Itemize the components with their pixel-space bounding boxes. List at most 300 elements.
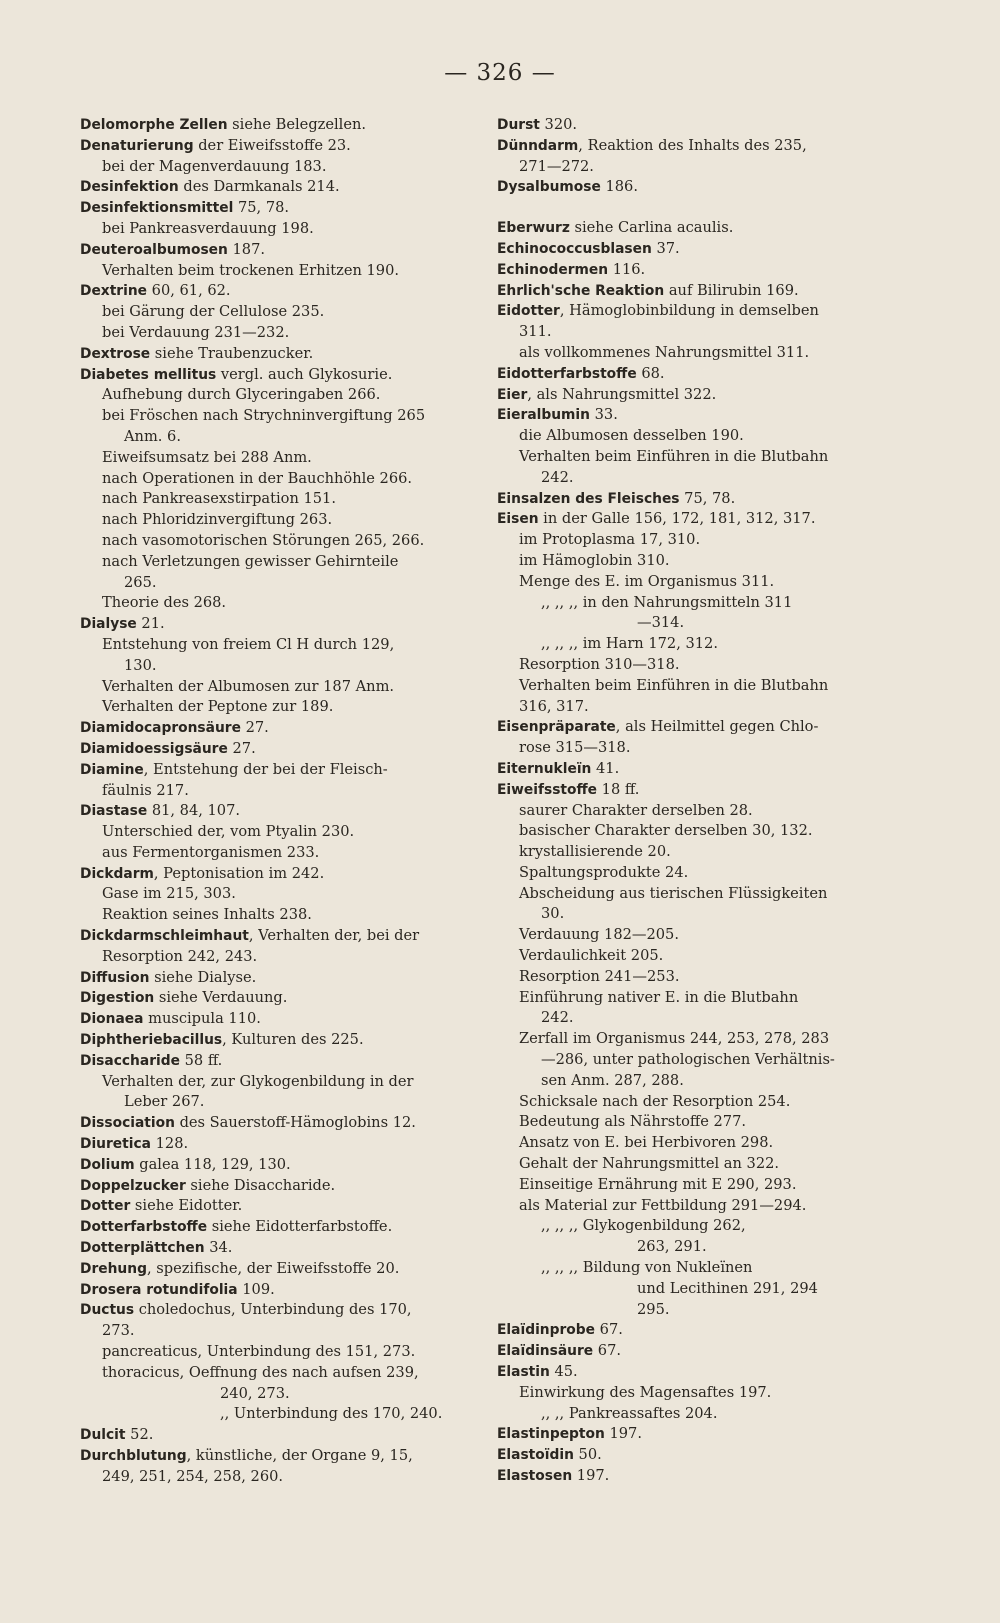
index-subentry	[497, 655, 902, 676]
index-entry	[80, 760, 480, 781]
index-text: 21.	[136, 615, 165, 633]
index-text: der Eiweifsstoffe 23.	[193, 136, 351, 154]
index-keyword: Dolium	[80, 1156, 135, 1173]
index-text: Gehalt der Nahrungsmittel an 322.	[519, 1155, 780, 1173]
index-keyword: Diphtheriebacillus	[80, 1032, 223, 1049]
index-text: 68.	[636, 364, 665, 382]
index-entry	[80, 115, 480, 136]
index-subentry	[80, 656, 480, 677]
index-entry	[80, 739, 480, 760]
index-text: Einseitige Ernährung mit E 290, 293.	[519, 1175, 797, 1193]
index-subentry	[80, 781, 480, 802]
index-text: vergl. auch Glykosurie.	[216, 365, 393, 383]
index-entry	[80, 177, 480, 198]
index-text: die Albumosen desselben 190.	[519, 427, 744, 445]
index-text: 316, 317.	[519, 697, 589, 715]
index-text: —314.	[637, 614, 685, 632]
index-subentry	[80, 489, 480, 510]
index-keyword: Dulcit	[80, 1427, 126, 1444]
index-entry	[80, 1300, 480, 1321]
index-subentry	[80, 1092, 480, 1113]
index-subentry	[497, 1258, 902, 1279]
index-entry	[80, 988, 480, 1009]
index-keyword: Eiweifsstoffe	[497, 781, 598, 798]
index-entry	[80, 614, 480, 635]
index-text: krystallisierende 20.	[519, 843, 671, 861]
index-text: Reaktion seines Inhalts 238.	[102, 906, 312, 924]
index-keyword: Dotterfarbstoffe	[80, 1219, 208, 1236]
index-subentry	[497, 676, 902, 697]
index-text: Schicksale nach der Resorption 254.	[519, 1092, 791, 1110]
index-text: 109.	[237, 1280, 275, 1298]
index-subentry	[80, 1072, 480, 1093]
index-subentry	[497, 468, 902, 489]
index-text: Abscheidung aus tierischen Flüssigkeiten	[519, 884, 828, 902]
index-keyword: Eier	[497, 386, 528, 403]
index-text: siehe Dialyse.	[149, 968, 257, 986]
index-text: , Peptonisation im 242.	[153, 864, 325, 882]
index-text: 273.	[102, 1322, 135, 1340]
index-text: 33.	[589, 406, 618, 424]
index-entry	[497, 218, 902, 239]
index-entry	[80, 801, 480, 822]
index-subentry	[497, 1133, 902, 1154]
index-text: als vollkommenes Nahrungsmittel 311.	[519, 343, 810, 361]
index-text: des Darmkanals 214.	[178, 178, 340, 196]
index-entry	[80, 240, 480, 261]
index-entry	[80, 1196, 480, 1217]
index-entry	[80, 926, 480, 947]
index-subentry	[497, 863, 902, 884]
index-entry	[497, 115, 902, 136]
index-text: Verhalten beim Einführen in die Blutbahn	[519, 447, 829, 465]
page-number: — 326 —	[444, 60, 556, 86]
index-text: pancreaticus, Unterbindung des 151, 273.	[102, 1343, 416, 1361]
index-text: 116.	[608, 260, 646, 278]
index-keyword: Dextrine	[80, 283, 148, 300]
index-keyword: Einsalzen des Fleisches	[497, 490, 680, 507]
index-subentry	[497, 1154, 902, 1175]
index-text: —286, unter pathologischen Verhältnis-	[541, 1051, 835, 1069]
index-text: 187.	[227, 240, 265, 258]
index-text: 128.	[150, 1135, 189, 1153]
index-entry	[80, 1051, 480, 1072]
index-text: siehe Traubenzucker.	[150, 344, 314, 362]
index-text: 67.	[595, 1321, 623, 1339]
index-text: nach Pankreasexstirpation 151.	[102, 490, 336, 508]
index-keyword: Desinfektionsmittel	[80, 200, 234, 217]
index-text: ,, ,, ,, im Harn 172, 312.	[541, 635, 718, 653]
index-keyword: Deuteroalbumosen	[80, 241, 228, 258]
index-text: bei Gärung der Cellulose 235.	[102, 303, 325, 321]
index-entry	[80, 1030, 480, 1051]
index-text: ,, ,, Pankreassaftes 204.	[541, 1404, 718, 1422]
index-entry	[80, 365, 480, 386]
index-subentry	[497, 988, 902, 1009]
index-text: Verhalten der Albumosen zur 187 Anm.	[102, 677, 395, 695]
index-entry	[497, 1424, 902, 1445]
index-subentry	[497, 322, 902, 343]
index-subentry	[80, 1342, 480, 1363]
index-text: im Protoplasma 17, 310.	[519, 531, 701, 549]
index-text: , Entstehung der bei der Fleisch-	[143, 760, 388, 778]
index-subentry	[80, 469, 480, 490]
index-entry	[497, 489, 902, 510]
index-keyword: Ehrlich'sche Reaktion	[497, 282, 665, 299]
index-text: in der Galle 156, 172, 181, 312, 317.	[538, 510, 816, 528]
index-keyword: Dotterplättchen	[80, 1240, 205, 1257]
index-text: , Reaktion des Inhalts des 235,	[578, 136, 807, 154]
index-text: im Hämoglobin 310.	[519, 551, 670, 569]
index-text: und Lecithinen 291, 294	[637, 1279, 818, 1297]
index-text: Leber 267.	[124, 1093, 205, 1111]
index-entry	[497, 281, 902, 302]
index-text: Verhalten der Peptone zur 189.	[102, 698, 334, 716]
index-text: auf Bilirubin 169.	[664, 281, 799, 299]
index-text: 263, 291.	[637, 1238, 707, 1256]
index-keyword: Elaïdinprobe	[497, 1322, 596, 1339]
index-subentry	[80, 884, 480, 905]
index-entry	[497, 136, 902, 157]
index-keyword: Elastoïdin	[497, 1447, 574, 1464]
index-keyword: Desinfektion	[80, 179, 179, 196]
index-text: bei der Magenverdauung 183.	[102, 157, 327, 175]
index-keyword: Delomorphe Zellen	[80, 117, 228, 133]
index-text: fäulnis 217.	[102, 781, 189, 799]
index-entry	[80, 1134, 480, 1155]
index-entry	[497, 509, 902, 530]
index-text: , Kulturen des 225.	[222, 1031, 364, 1049]
index-subentry	[497, 593, 902, 614]
index-entry	[497, 301, 902, 322]
index-text: 197.	[604, 1425, 642, 1443]
index-text: ,, ,, ,, in den Nahrungsmitteln 311	[541, 593, 793, 611]
index-subentry	[80, 635, 480, 656]
index-entry	[497, 177, 902, 198]
index-subentry	[497, 946, 902, 967]
index-text: 34.	[204, 1239, 233, 1257]
index-entry	[80, 1176, 480, 1197]
index-subentry	[497, 1092, 902, 1113]
index-subentry	[80, 552, 480, 573]
index-entry	[80, 968, 480, 989]
index-text: nach vasomotorischen Störungen 265, 266.	[102, 531, 425, 549]
index-text: Theorie des 268.	[102, 594, 227, 612]
index-subentry	[497, 1279, 902, 1300]
index-text: 242.	[541, 468, 574, 486]
index-entry	[80, 1446, 480, 1467]
index-entry	[80, 1009, 480, 1030]
index-text: Verhalten beim Einführen in die Blutbahn	[519, 676, 829, 694]
index-subentry	[497, 801, 902, 822]
index-keyword: Dissociation	[80, 1115, 175, 1132]
index-keyword: Diamine	[80, 761, 144, 778]
index-text: siehe Belegzellen.	[227, 116, 366, 133]
index-text: Verhalten beim trockenen Erhitzen 190.	[102, 261, 400, 279]
index-text: 242.	[541, 1009, 574, 1027]
index-text: 249, 251, 254, 258, 260.	[102, 1467, 284, 1485]
index-subentry	[497, 1029, 902, 1050]
index-keyword: Diffusion	[80, 969, 150, 986]
index-subentry	[497, 1050, 902, 1071]
left-index-column	[80, 115, 480, 1488]
index-subentry	[80, 427, 480, 448]
index-text: 311.	[519, 323, 552, 341]
index-subentry	[497, 925, 902, 946]
index-subentry	[497, 904, 902, 925]
index-entry	[80, 136, 480, 157]
index-subentry	[497, 426, 902, 447]
index-keyword: Eisenpräparate	[497, 719, 616, 736]
index-text: muscipula 110.	[143, 1010, 261, 1028]
index-text: Anm. 6.	[124, 427, 181, 445]
index-entry	[497, 260, 902, 281]
index-text: bei Pankreasverdauung 198.	[102, 219, 314, 237]
index-text: 30.	[541, 905, 565, 923]
index-text: Unterschied der, vom Ptyalin 230.	[102, 823, 355, 841]
index-text: Eiweifsumsatz bei 288 Anm.	[102, 448, 312, 466]
index-entry	[497, 759, 902, 780]
index-keyword: Dextrose	[80, 345, 151, 362]
index-subentry	[80, 573, 480, 594]
index-keyword: Ductus	[80, 1302, 135, 1319]
index-text: 41.	[591, 759, 620, 777]
index-subentry	[80, 593, 480, 614]
index-keyword: Denaturierung	[80, 137, 194, 154]
index-text: thoracicus, Oeffnung des nach aufsen 239,	[102, 1363, 419, 1381]
index-subentry	[80, 510, 480, 531]
index-subentry	[497, 447, 902, 468]
index-text: 240, 273.	[220, 1384, 290, 1402]
index-text: Einführung nativer E. in die Blutbahn	[519, 988, 799, 1006]
index-subentry	[80, 323, 480, 344]
index-entry	[80, 718, 480, 739]
index-keyword: Dotter	[80, 1198, 131, 1215]
index-text: 265.	[124, 573, 157, 591]
index-keyword: Drehung	[80, 1260, 147, 1277]
index-subentry	[497, 738, 902, 759]
index-subentry	[497, 157, 902, 178]
index-entry	[80, 1113, 480, 1134]
index-text: galea 118, 129, 130.	[134, 1155, 291, 1173]
right-index-column	[497, 115, 902, 1487]
index-keyword: Elaïdinsäure	[497, 1343, 594, 1360]
index-keyword: Diamidoessigsäure	[80, 740, 228, 757]
index-subentry	[80, 843, 480, 864]
index-subentry	[80, 1467, 480, 1488]
index-entry	[80, 1259, 480, 1280]
index-text: Zerfall im Organismus 244, 253, 278, 283	[519, 1030, 830, 1048]
index-subentry	[497, 1112, 902, 1133]
index-text: des Sauerstoff-Hämoglobins 12.	[174, 1114, 416, 1132]
index-keyword: Eberwurz	[497, 220, 570, 237]
index-entry	[80, 864, 480, 885]
index-text: Aufhebung durch Glyceringaben 266.	[102, 386, 381, 404]
index-entry	[80, 1238, 480, 1259]
index-subentry	[497, 530, 902, 551]
index-entry	[497, 1445, 902, 1466]
index-subentry	[497, 697, 902, 718]
index-text: 197.	[572, 1467, 610, 1484]
index-subentry	[80, 677, 480, 698]
index-text: , Hämoglobinbildung in demselben	[559, 302, 819, 320]
index-text: Verdauung 182—205.	[519, 926, 679, 944]
index-entry	[497, 1320, 902, 1341]
index-subentry	[80, 1404, 480, 1425]
index-text: ,, Unterbindung des 170, 240.	[220, 1405, 443, 1423]
index-subentry	[80, 1384, 480, 1405]
index-text: Bedeutung als Nährstoffe 277.	[519, 1113, 747, 1131]
index-keyword: Diamidocapronsäure	[80, 720, 241, 737]
index-entry	[497, 385, 902, 406]
index-keyword: Durst	[497, 117, 540, 133]
index-entry	[80, 1425, 480, 1446]
index-text: 18 ff.	[597, 780, 640, 798]
index-text: 60, 61, 62.	[147, 282, 231, 300]
index-subentry	[497, 343, 902, 364]
index-text: aus Fermentorganismen 233.	[102, 843, 320, 861]
index-text: siehe Carlina acaulis.	[569, 219, 734, 237]
index-subentry	[80, 302, 480, 323]
index-text: Verhalten der, zur Glykogenbildung in der	[102, 1072, 414, 1090]
index-entry	[497, 364, 902, 385]
index-subentry	[497, 1071, 902, 1092]
index-keyword: Eidotter	[497, 303, 560, 320]
index-text: ,, ,, ,, Bildung von Nukleïnen	[541, 1259, 753, 1277]
index-subentry	[80, 448, 480, 469]
index-entry	[80, 344, 480, 365]
index-text: Resorption 241—253.	[519, 967, 680, 985]
index-subentry	[497, 1008, 902, 1029]
index-subentry	[80, 261, 480, 282]
index-subentry	[497, 1175, 902, 1196]
index-keyword: Elastosen	[497, 1468, 573, 1484]
index-subentry	[497, 572, 902, 593]
index-text: Entstehung von freiem Cl H durch 129,	[102, 635, 395, 653]
index-keyword: Diabetes mellitus	[80, 366, 217, 383]
index-text: siehe Verdauung.	[154, 989, 288, 1007]
index-text: 27.	[240, 719, 269, 737]
index-keyword: Dysalbumose	[497, 179, 601, 196]
index-subentry	[497, 1196, 902, 1217]
index-text: siehe Eidotter.	[130, 1197, 243, 1215]
index-keyword: Eiternukleïn	[497, 760, 592, 777]
index-text: Verdaulichkeit 205.	[519, 947, 664, 965]
index-subentry	[80, 1321, 480, 1342]
index-entry	[80, 1155, 480, 1176]
index-text: 295.	[637, 1300, 670, 1318]
index-text: rose 315—318.	[519, 739, 631, 757]
index-subentry	[497, 634, 902, 655]
index-keyword: Dickdarmschleimhaut	[80, 928, 249, 945]
index-entry	[80, 198, 480, 219]
index-entry	[497, 780, 902, 801]
index-text: Einwirkung des Magensaftes 197.	[519, 1383, 772, 1401]
index-text: Ansatz von E. bei Herbivoren 298.	[519, 1134, 774, 1152]
index-keyword: Diuretica	[80, 1136, 151, 1153]
index-text: 186.	[600, 178, 638, 196]
index-text: nach Verletzungen gewisser Gehirnteile	[102, 552, 399, 570]
index-text: 75, 78.	[679, 489, 736, 507]
index-subentry	[80, 947, 480, 968]
index-subentry	[80, 905, 480, 926]
index-entry	[497, 405, 902, 426]
index-subentry	[80, 531, 480, 552]
index-text: nach Phloridzinvergiftung 263.	[102, 511, 333, 529]
index-text: 81, 84, 107.	[147, 802, 241, 820]
index-text: bei Fröschen nach Strychninvergiftung 265	[102, 407, 426, 425]
index-text: siehe Disaccharide.	[185, 1176, 336, 1194]
index-text: , künstliche, der Organe 9, 15,	[186, 1447, 413, 1464]
index-keyword: Echinodermen	[497, 261, 609, 278]
index-text: 271—272.	[519, 157, 594, 175]
index-text: Resorption 242, 243.	[102, 947, 258, 965]
index-keyword: Digestion	[80, 990, 155, 1007]
index-subentry	[80, 697, 480, 718]
index-entry	[80, 1280, 480, 1301]
index-subentry	[497, 967, 902, 988]
index-text: 37.	[651, 239, 680, 257]
index-entry	[497, 1466, 902, 1487]
index-keyword: Elastinpepton	[497, 1426, 605, 1443]
index-subentry	[497, 821, 902, 842]
index-text: siehe Eidotterfarbstoffe.	[207, 1218, 393, 1236]
index-text: 130.	[124, 656, 157, 674]
index-keyword: Durchblutung	[80, 1448, 187, 1464]
index-keyword: Echinococcusblasen	[497, 240, 652, 257]
index-text: , Verhalten der, bei der	[248, 927, 420, 945]
index-text: sen Anm. 287, 288.	[541, 1071, 684, 1089]
index-entry	[80, 1217, 480, 1238]
index-keyword: Drosera rotundifolia	[80, 1281, 238, 1298]
index-text: Menge des E. im Organismus 311.	[519, 572, 775, 590]
index-text: 58 ff.	[179, 1051, 223, 1069]
index-subentry	[80, 1363, 480, 1384]
index-subentry	[80, 822, 480, 843]
index-entry	[497, 239, 902, 260]
index-text: ,, ,, ,, Glykogenbildung 262,	[541, 1217, 746, 1235]
index-text: 27.	[227, 739, 256, 757]
index-text: , spezifische, der Eiweifsstoffe 20.	[146, 1259, 400, 1277]
index-text: 67.	[593, 1342, 621, 1360]
index-text: 75, 78.	[233, 199, 290, 217]
index-text: Gase im 215, 303.	[102, 885, 236, 903]
index-subentry	[497, 842, 902, 863]
index-text: Spaltungsprodukte 24.	[519, 863, 689, 881]
index-entry	[80, 281, 480, 302]
index-subentry	[80, 385, 480, 406]
index-keyword: Diastase	[80, 803, 148, 820]
index-subentry	[497, 613, 902, 634]
index-text: Resorption 310—318.	[519, 655, 680, 673]
index-subentry	[497, 1383, 902, 1404]
index-keyword: Dionaea	[80, 1011, 144, 1028]
index-text: 52.	[125, 1426, 154, 1444]
index-keyword: Dickdarm	[80, 865, 154, 882]
index-keyword: Dialyse	[80, 616, 137, 633]
index-subentry	[80, 406, 480, 427]
index-text: 45.	[549, 1363, 578, 1381]
index-subentry	[497, 1216, 902, 1237]
index-text: basischer Charakter derselben 30, 132.	[519, 822, 813, 840]
index-entry	[497, 1341, 902, 1362]
index-keyword: Doppelzucker	[80, 1177, 186, 1194]
index-keyword: Eidotterfarbstoffe	[497, 365, 637, 382]
index-text: 50.	[573, 1446, 602, 1464]
index-keyword: Eieralbumin	[497, 407, 590, 424]
index-text: , als Nahrungsmittel 322.	[527, 385, 717, 403]
index-text: nach Operationen in der Bauchhöhle 266.	[102, 469, 413, 487]
